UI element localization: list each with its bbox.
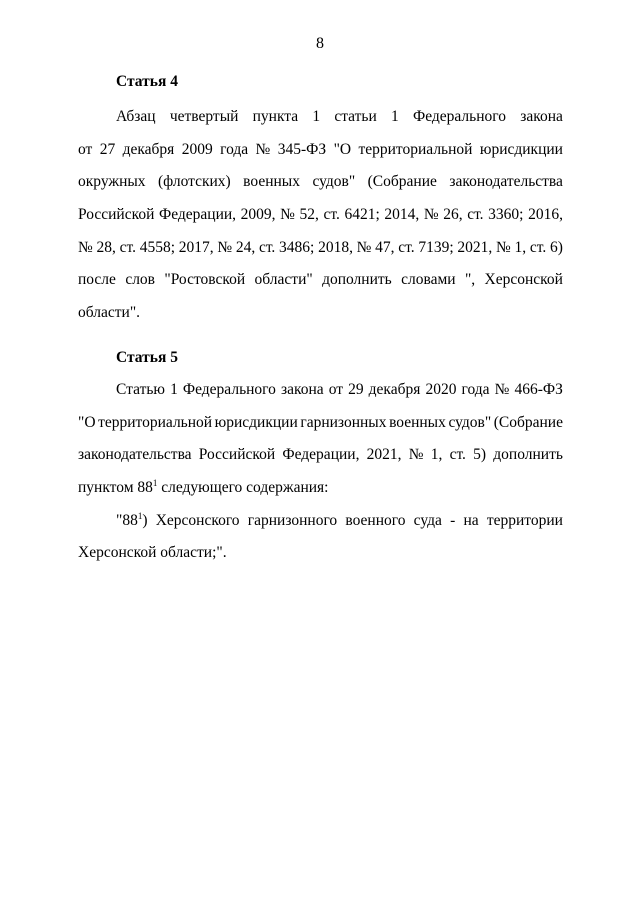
word: Федерации,: [158, 206, 237, 224]
word: дополнить: [322, 271, 392, 289]
word: слов: [125, 271, 155, 289]
word: территориальной: [98, 413, 213, 431]
word: судов": [448, 413, 492, 431]
word: №: [494, 381, 510, 398]
word: от: [328, 381, 344, 398]
word: "О: [333, 140, 352, 158]
word: "Ростовской: [164, 271, 246, 289]
word: года: [461, 381, 490, 398]
word: 2014,: [384, 206, 420, 224]
word: 1: [312, 108, 321, 125]
quoted-item-line-1: "$88^1$) Херсонского гарнизонного военного суда - на территории: [78, 505, 563, 538]
word: 1: [391, 108, 399, 125]
word: Абзац: [116, 108, 156, 125]
word: Российской: [78, 206, 155, 224]
article-4-line-5: [78, 232, 563, 265]
article-5-line-1: [78, 374, 563, 407]
article-4-body: [78, 101, 563, 330]
word: 1,: [430, 446, 443, 464]
article-4-line-1: [78, 101, 563, 134]
word: законодательства: [78, 446, 192, 464]
word: пункта: [252, 108, 299, 125]
word: Федерального: [412, 108, 507, 125]
word: 345-ФЗ: [277, 140, 327, 158]
word: 466-ФЗ: [514, 381, 563, 398]
article-5-line-3: [78, 439, 563, 472]
word: "О: [78, 413, 96, 431]
word: 2020: [425, 381, 457, 398]
word: (Собрание: [367, 173, 437, 191]
word: №: [255, 140, 271, 158]
page-number: 8: [316, 35, 324, 52]
word: законодательства: [449, 173, 563, 191]
word: судов": [312, 173, 356, 191]
word: ст.: [323, 206, 340, 224]
word: 3486;: [279, 238, 315, 256]
word: №: [356, 238, 372, 256]
article-4-heading: Статья 4: [116, 73, 178, 90]
article-4-line-2: [78, 134, 563, 167]
word: ст.: [449, 446, 466, 464]
word: окружных: [78, 173, 146, 191]
word: 6): [549, 238, 563, 256]
word: 3360;: [488, 206, 524, 224]
footnote-superscript: 1: [152, 477, 158, 488]
word: 2009: [181, 140, 213, 158]
word: закона: [280, 381, 324, 398]
article-4-line-4: [78, 199, 563, 232]
word: 2016,: [528, 206, 563, 224]
word: №: [280, 206, 295, 224]
word: территориальной: [358, 140, 473, 158]
article-5-line-4: пунктом $88^1$ следующего содержания:: [78, 477, 329, 497]
word: четвертый: [169, 108, 239, 125]
article-5-heading: Статья 5: [116, 349, 178, 366]
word: Херсонской: [484, 271, 563, 289]
word: 2018,: [318, 238, 353, 256]
article-4-line-3: [78, 166, 563, 199]
word: закона: [520, 108, 563, 125]
word: ",: [464, 271, 476, 289]
word: 1: [170, 381, 178, 398]
word: после: [78, 271, 116, 289]
word: 5): [473, 446, 487, 464]
word: гарнизонных: [300, 413, 387, 431]
word: статьи: [334, 108, 377, 125]
word: Статью: [116, 381, 165, 398]
word: №: [423, 206, 439, 224]
word: Российской: [198, 446, 276, 464]
word: 29: [348, 381, 364, 398]
word: 7139;: [418, 238, 454, 256]
word: №: [408, 446, 424, 464]
quoted-item-number: "$88^1$): [116, 510, 148, 529]
word: (Собрание: [493, 413, 563, 431]
word: ст.: [398, 238, 415, 256]
word: военных: [243, 173, 300, 191]
word: Федерации,: [282, 446, 360, 464]
word: словами: [401, 271, 456, 289]
word: 2017,: [178, 238, 214, 256]
word: ст.: [467, 206, 484, 224]
quoted-item-line-2: Херсонской области;".: [78, 544, 227, 562]
word: юрисдикции: [214, 413, 298, 431]
article-5-body: [78, 374, 563, 570]
word: от: [78, 140, 93, 158]
word: 24,: [235, 238, 256, 256]
word: 1,: [514, 238, 527, 256]
word: №: [495, 238, 511, 256]
article-4-line-7: области".: [78, 304, 141, 322]
word: года: [220, 140, 249, 158]
word: ст.: [119, 238, 136, 256]
word: военных: [389, 413, 446, 431]
word: дополнить: [493, 446, 563, 464]
word: №: [217, 238, 233, 256]
word: 28,: [96, 238, 116, 256]
word: 47,: [375, 238, 395, 256]
word: 6421;: [344, 206, 380, 224]
word: юрисдикции: [479, 140, 563, 158]
word: 27: [99, 140, 116, 158]
word: (флотских): [158, 173, 231, 191]
article-4-line-6: [78, 264, 563, 297]
word: 52,: [299, 206, 319, 224]
word: ст.: [529, 238, 547, 256]
word: декабря: [122, 140, 175, 158]
word: декабря: [368, 381, 421, 398]
word: области": [254, 271, 313, 289]
word: ст.: [258, 238, 276, 256]
word: Федерального: [182, 381, 276, 398]
article-5-line-2: [78, 407, 563, 440]
word: 4558;: [139, 238, 176, 256]
word: 2021,: [457, 238, 493, 256]
word: №: [78, 238, 93, 256]
word: 2009,: [240, 206, 276, 224]
word: 26,: [443, 206, 463, 224]
word: 2021,: [366, 446, 402, 464]
